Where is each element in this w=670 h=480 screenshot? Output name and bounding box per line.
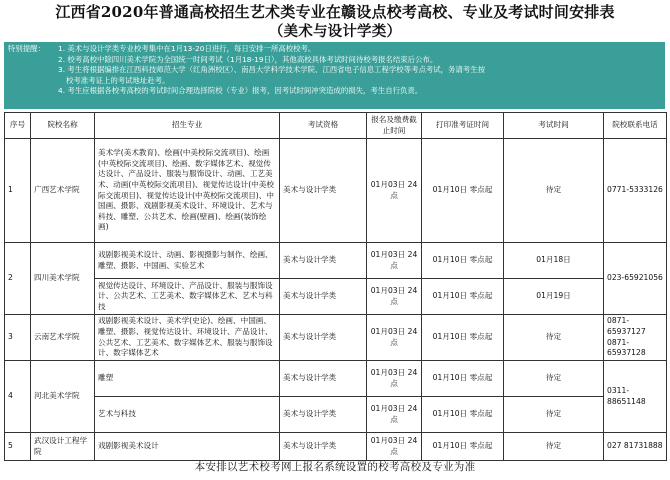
header-print-ticket: 打印准考证时间 — [422, 113, 504, 139]
header-phone: 院校联系电话 — [604, 113, 667, 139]
cell-major: 雕塑 — [95, 361, 280, 397]
header-no: 序号 — [5, 113, 31, 139]
cell-print-ticket: 01月10日 零点起 — [422, 433, 504, 461]
header-registration-deadline: 报名及缴费截止时间 — [367, 113, 422, 139]
cell-major: 艺术与科技 — [95, 397, 280, 433]
cell-registration-deadline: 01月03日 24点 — [367, 361, 422, 397]
notice-item: 2. 校考高校中除四川美术学院为全国统一时间考试（1月18-19日），其他高校具体考试时间待校考报名结束后公布。 — [58, 54, 438, 64]
cell-no: 1 — [5, 139, 31, 243]
cell-print-ticket: 01月10日 零点起 — [422, 361, 504, 397]
cell-qualification: 美术与设计学类 — [280, 361, 367, 397]
table-row — [5, 315, 667, 361]
cell-exam-time: 待定 — [504, 315, 604, 361]
cell-school: 四川美术学院 — [31, 243, 95, 315]
cell-print-ticket: 01月10日 零点起 — [422, 315, 504, 361]
cell-registration-deadline: 01月03日 24点 — [367, 243, 422, 279]
table-header-row — [5, 113, 667, 139]
cell-registration-deadline: 01月03日 24点 — [367, 279, 422, 315]
cell-major: 戏剧影视美术设计、动画、影视摄影与制作、绘画、雕塑、摄影、中国画、实验艺术 — [95, 243, 280, 279]
cell-qualification: 美术与设计学类 — [280, 279, 367, 315]
cell-major: 视觉传达设计、环境设计、产品设计、服装与服饰设计、公共艺术、工艺美术、数字媒体艺术、艺术与科技 — [95, 279, 280, 315]
title-line-2: （美术与设计学类） — [268, 23, 402, 40]
table-row — [5, 139, 667, 243]
special-notice — [4, 42, 665, 109]
cell-registration-deadline: 01月03日 24点 — [367, 397, 422, 433]
header-school: 院校名称 — [31, 113, 95, 139]
notice-item: 1. 美术与设计学类专业校考集中在1月13-20日进行，每日安排一所高校校考。 — [58, 44, 316, 53]
cell-exam-time: 待定 — [504, 361, 604, 397]
cell-phone: 023-65921056 — [604, 243, 667, 315]
phone-line: 0871-65937127 — [607, 316, 646, 336]
page-title — [0, 3, 670, 41]
cell-school: 云南艺术学院 — [31, 315, 95, 361]
cell-exam-time: 待定 — [504, 433, 604, 461]
cell-exam-time: 待定 — [504, 139, 604, 243]
cell-qualification: 美术与设计学类 — [280, 433, 367, 461]
cell-registration-deadline: 01月03日 24点 — [367, 315, 422, 361]
cell-print-ticket: 01月10日 零点起 — [422, 397, 504, 433]
notice-item: 校考准考证上的考试地址赴考。 — [66, 75, 170, 85]
notice-list — [8, 44, 661, 97]
title-line-1: 江西省2020年普通高校招生艺术类专业在赣设点校考高校、专业及考试时间安排表 — [55, 3, 615, 21]
cell-phone: 027 81731888 — [604, 433, 667, 461]
notice-item: 4. 考生应根据各校考高校的考试时间合理选择院校（专业）报考，因考试时间冲突造成的损失，考生自行负责。 — [58, 86, 423, 96]
header-exam-time: 考试时间 — [504, 113, 604, 139]
cell-no: 2 — [5, 243, 31, 315]
notice-label: 特别提醒： — [8, 44, 45, 53]
cell-print-ticket: 01月10日 零点起 — [422, 279, 504, 315]
header-qualification: 考试资格 — [280, 113, 367, 139]
table-row — [5, 361, 667, 397]
cell-exam-time: 01月18日 — [504, 243, 604, 279]
footer-note: 本安排以艺术校考网上报名系统设置的校考高校及专业为准 — [194, 461, 476, 473]
phone-line: 0871-65937128 — [607, 337, 646, 358]
table-row — [5, 433, 667, 461]
cell-print-ticket: 01月10日 零点起 — [422, 139, 504, 243]
cell-registration-deadline: 01月03日 24点 — [367, 433, 422, 461]
cell-exam-time: 01月19日 — [504, 279, 604, 315]
table-row — [5, 243, 667, 279]
table-row — [5, 279, 667, 315]
cell-phone: 0771-5333126 — [604, 139, 667, 243]
cell-qualification: 美术与设计学类 — [280, 243, 367, 279]
notice-item: 3. 考生将根据编排在江西科技师范大学（红角洲校区）、南昌大学科学技术学院、江西省电子信息工程学校等考点考试，务请考生按 — [58, 65, 485, 75]
cell-major: 美术学(美术教育)、绘画(中美校际交流项目)、绘画(中英校际交流项目)、绘画、数字媒体艺术、视觉传达设计、产品设计、服装与服饰设计、动画、工艺美术、动画(中英校际交流项目)、视觉传达设计(中美校际交流项目)、视觉传达设计(中英校际交流项目)、中国画、摄影、戏剧影视美术设计、环境设计、艺术与科技、雕塑、公共艺术、绘画(壁画)、绘画(装饰绘画) — [95, 139, 280, 243]
cell-major: 戏剧影视美术设计 — [95, 433, 280, 461]
cell-school: 广西艺术学院 — [31, 139, 95, 243]
cell-no: 4 — [5, 361, 31, 433]
cell-registration-deadline: 01月03日 24点 — [367, 139, 422, 243]
cell-phone — [604, 315, 667, 361]
schedule-table — [4, 112, 667, 461]
table-row — [5, 397, 667, 433]
cell-qualification: 美术与设计学类 — [280, 139, 367, 243]
cell-qualification: 美术与设计学类 — [280, 397, 367, 433]
cell-no: 3 — [5, 315, 31, 361]
cell-exam-time: 待定 — [504, 397, 604, 433]
cell-phone: 0311-88651148 — [604, 361, 667, 433]
header-major: 招生专业 — [95, 113, 280, 139]
cell-print-ticket: 01月10日 零点起 — [422, 243, 504, 279]
cell-school: 武汉设计工程学院 — [31, 433, 95, 461]
cell-qualification: 美术与设计学类 — [280, 315, 367, 361]
cell-school: 河北美术学院 — [31, 361, 95, 433]
cell-no: 5 — [5, 433, 31, 461]
cell-major: 戏剧影视美术设计、美术学(史论)、绘画、中国画、雕塑、摄影、视觉传达设计、环境设计、产品设计、公共艺术、工艺美术、数字媒体艺术、服装与服饰设计、数字媒体艺术 — [95, 315, 280, 361]
